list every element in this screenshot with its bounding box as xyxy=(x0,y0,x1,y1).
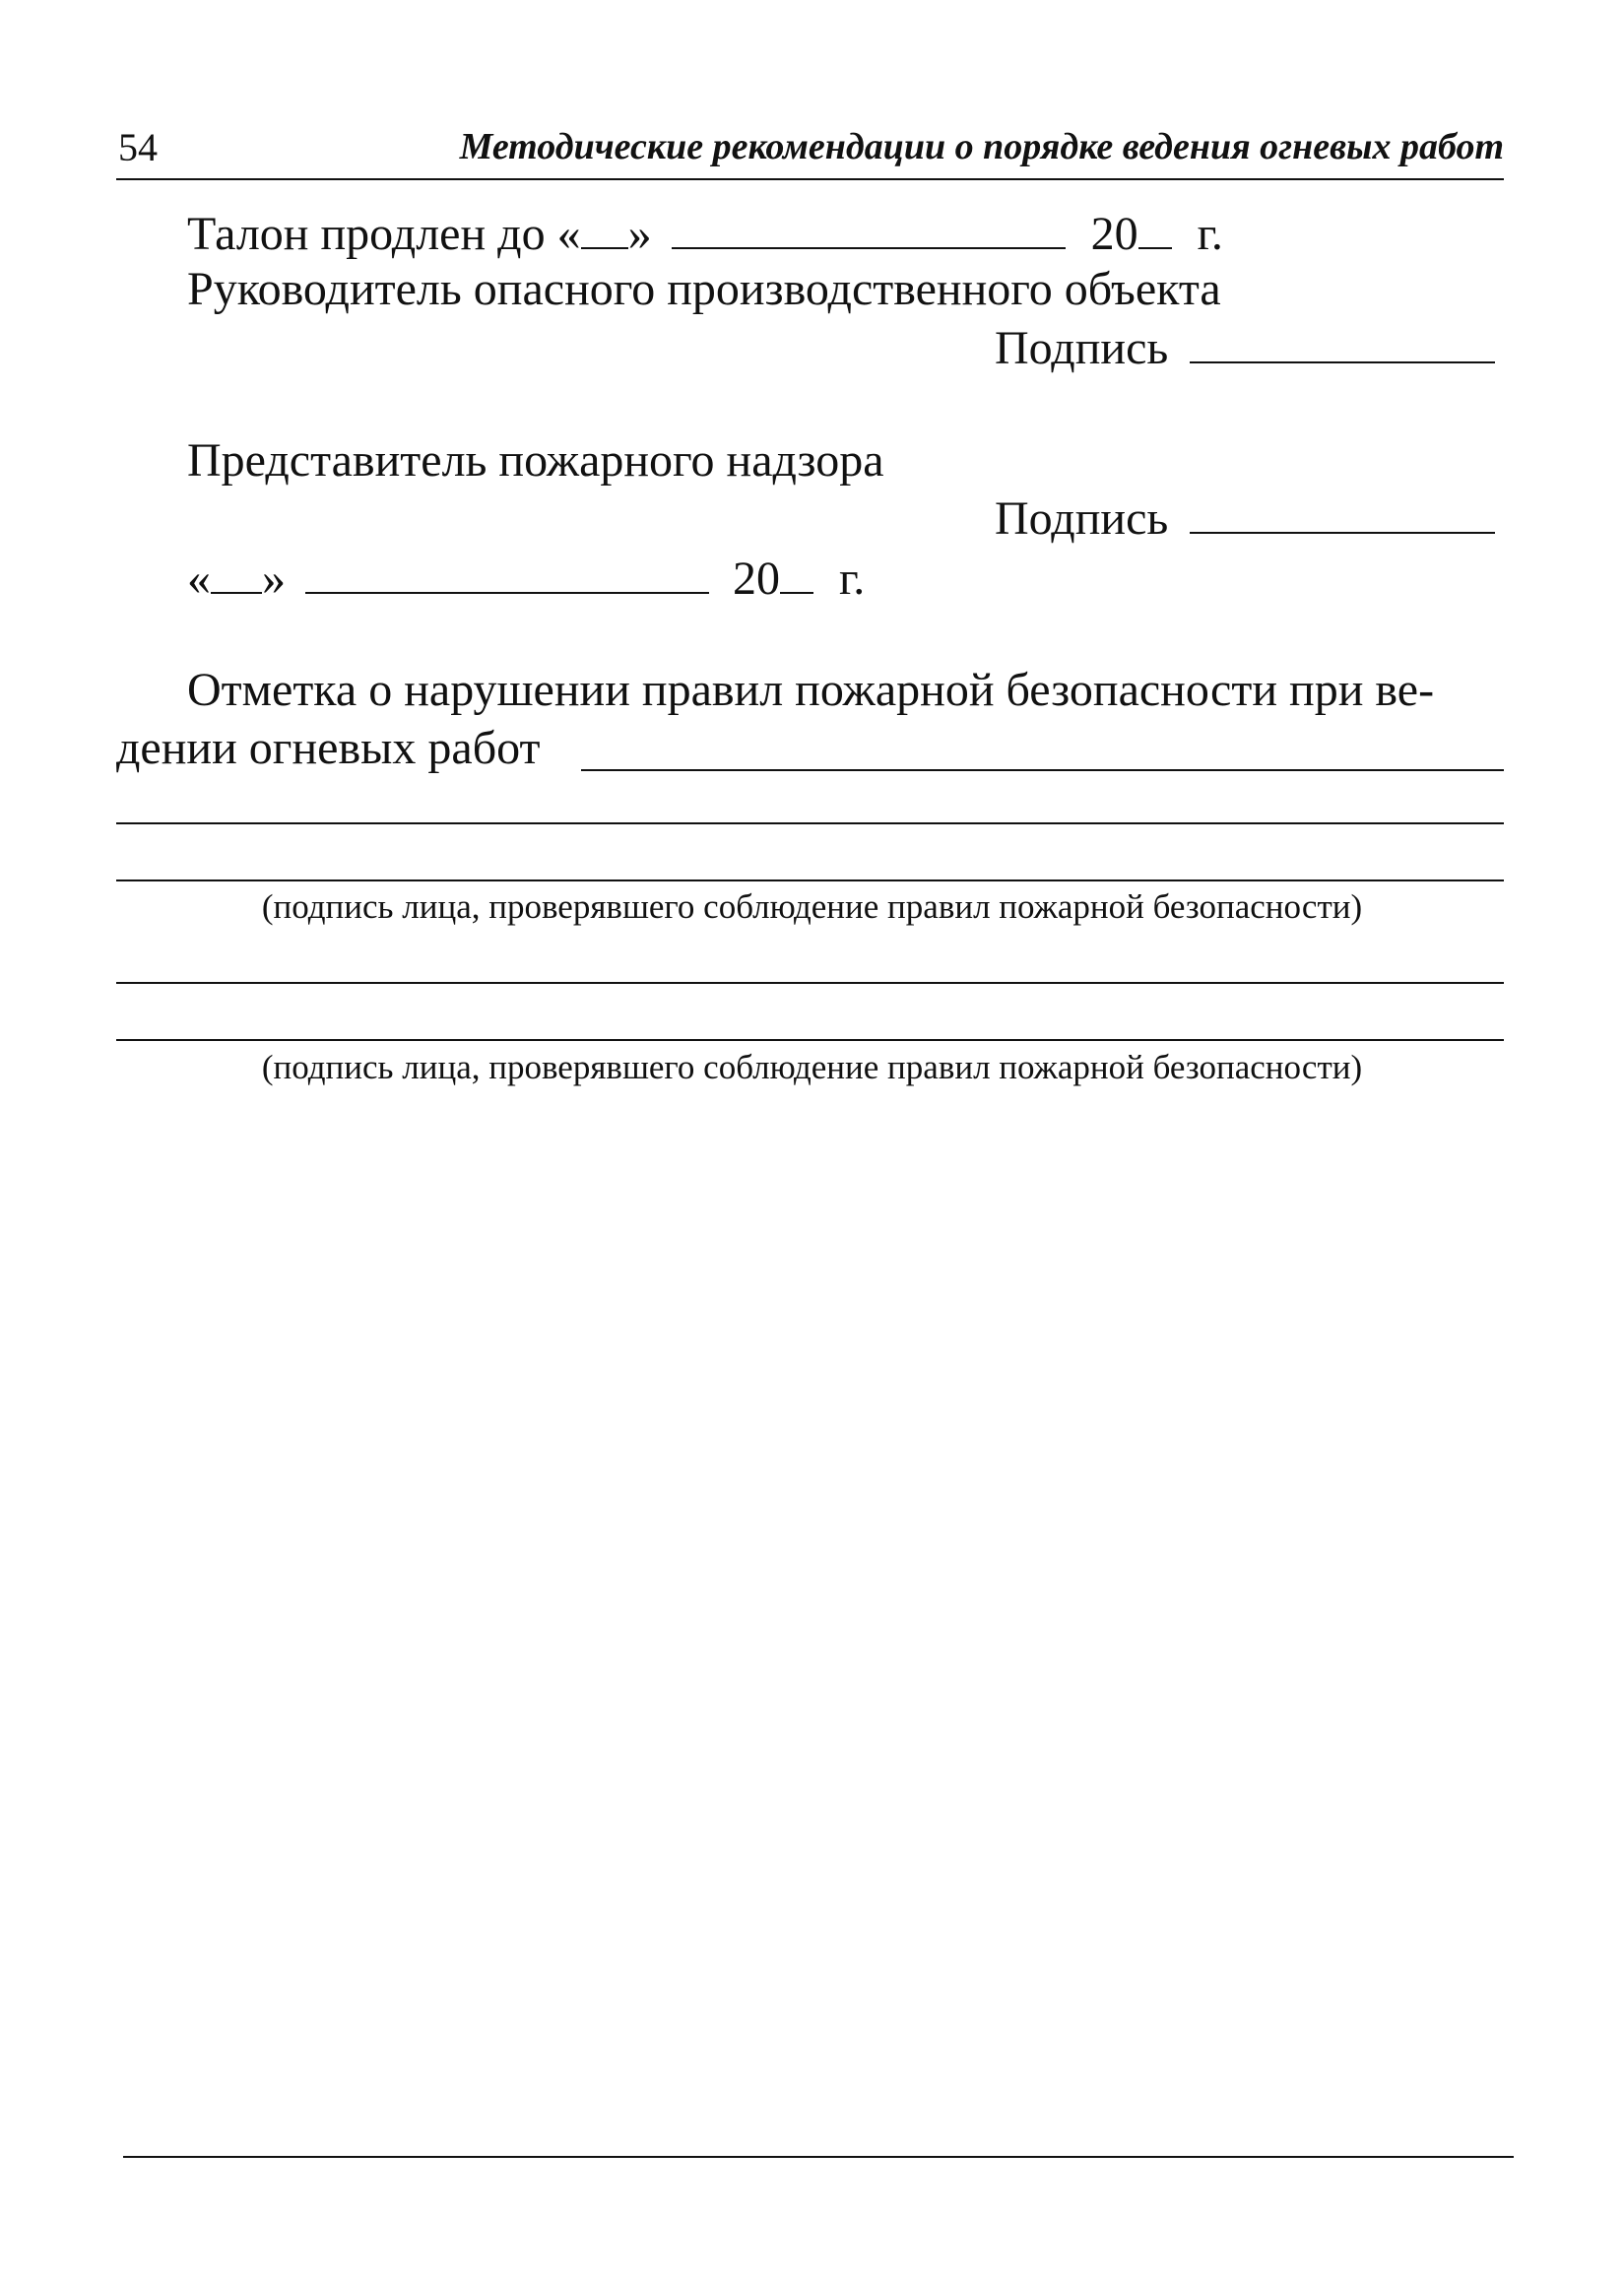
date-open-quote: « xyxy=(187,553,211,605)
fire-inspector-label: Представитель пожарного надзора xyxy=(187,434,884,487)
fire-signature-blank[interactable] xyxy=(1190,494,1495,534)
signature-label: Подпись xyxy=(995,322,1169,374)
violation-label: дении огневых работ xyxy=(116,722,541,774)
violation-line-2 xyxy=(116,722,541,774)
year-suffix: г. xyxy=(1197,208,1223,260)
manager-signature-line xyxy=(995,324,1495,372)
fire-year-blank[interactable] xyxy=(780,554,813,594)
page-number: 54 xyxy=(118,125,158,169)
fire-date-line xyxy=(187,554,865,603)
violation-blank[interactable] xyxy=(581,769,1504,771)
violation-extra-blank[interactable] xyxy=(116,822,1504,824)
signature-rule-1[interactable] xyxy=(116,879,1504,881)
header-rule xyxy=(116,178,1504,180)
month-blank[interactable] xyxy=(672,210,1066,249)
quote-close: » xyxy=(627,208,652,260)
signature-label: Подпись xyxy=(995,492,1169,545)
fire-year-suffix: г. xyxy=(839,553,866,605)
signature-caption-1: (подпись лица, проверявшего соблюдение правил пожарной безопасности) xyxy=(261,887,1363,926)
day-blank[interactable] xyxy=(581,210,628,249)
year-blank[interactable] xyxy=(1138,210,1172,249)
signature-rule-2[interactable] xyxy=(116,1039,1504,1041)
footer-rule xyxy=(123,2156,1514,2158)
fire-month-blank[interactable] xyxy=(305,554,709,594)
running-title: Методические рекомендации о порядке ведения огневых работ xyxy=(459,126,1504,167)
fire-year-prefix: 20 xyxy=(733,553,780,605)
signature-caption-2: (подпись лица, проверявшего соблюдение правил пожарной безопасности) xyxy=(261,1048,1363,1086)
manager-label: Руководитель опасного производственного объекта xyxy=(187,263,1221,315)
year-prefix: 20 xyxy=(1090,208,1138,260)
coupon-extended-label: Талон продлен до « xyxy=(187,208,581,260)
date-close-quote: » xyxy=(262,553,286,605)
extra-rule[interactable] xyxy=(116,982,1504,984)
coupon-extended-line xyxy=(187,210,1223,258)
fire-day-blank[interactable] xyxy=(211,554,262,594)
fire-signature-line xyxy=(995,494,1495,543)
manager-signature-blank[interactable] xyxy=(1190,324,1495,363)
violation-line-1: Отметка о нарушении правил пожарной безопасности при ве- xyxy=(187,664,1435,716)
